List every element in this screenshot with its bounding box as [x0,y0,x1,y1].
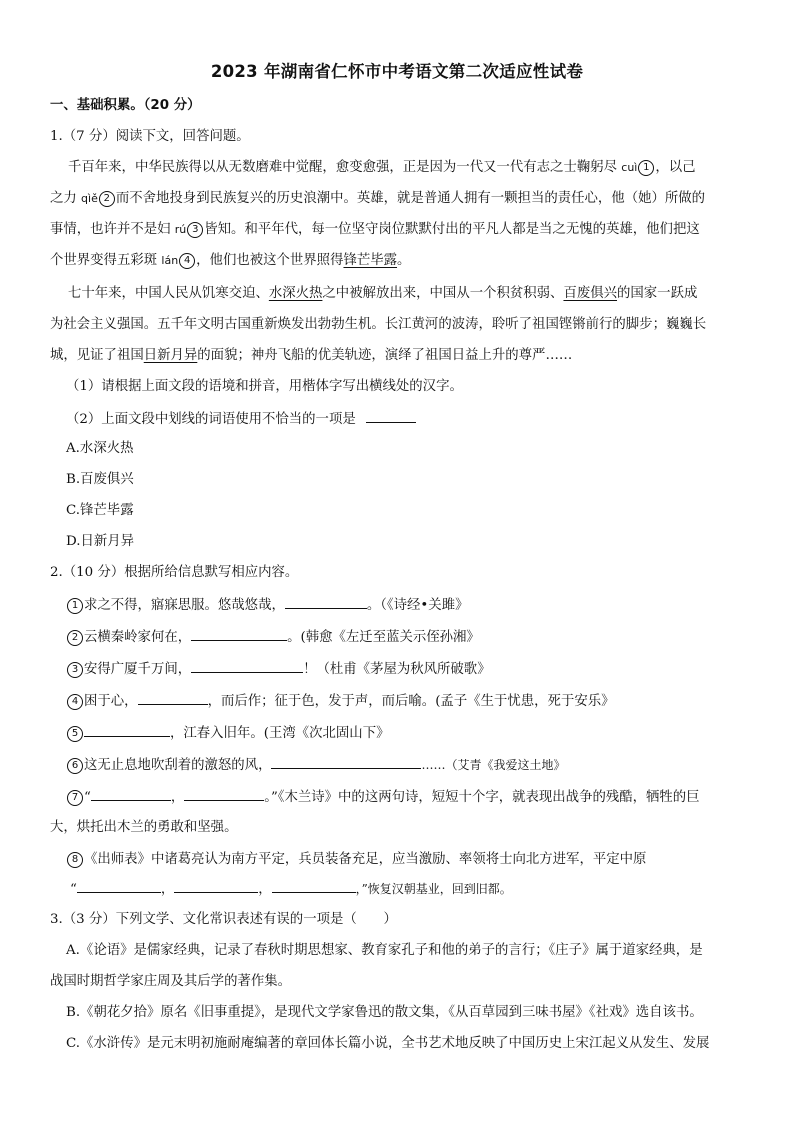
text: 之力 [50,191,77,206]
answer-blank[interactable] [191,626,287,641]
q1-heading: 1.（7 分）阅读下文，回答问题。 [50,129,250,144]
q1-paragraph1-line1 [68,158,696,178]
q2-item2 [66,626,480,648]
q1-paragraph1-line3 [50,220,700,240]
text: ，以己 [655,160,696,175]
text: ， [258,882,272,897]
q2-item6 [66,754,565,776]
q2-item4 [66,690,615,712]
q1-option-d: D.日新月异 [66,534,135,549]
text: 千百年来，中华民族得以从无数磨难中觉醒，愈变愈强，正是因为一代又一代有志之士鞠躬尽 [68,160,618,175]
q2-item8-line2 [70,878,512,900]
text: 困于心， [84,694,138,709]
underlined-phrase: 锋芒毕露 [343,253,398,268]
text: 求之不得，寤寐思服。悠哉悠哉， [84,598,285,613]
q3-option-a-line2: 战国时期哲学家庄周及其后学的著作集。 [50,974,292,989]
blank-number: 3 [187,222,203,238]
text: 。（《诗经•关雎》 [366,598,469,613]
q2-item5 [66,722,389,744]
text: ，江春入旧年。(王湾《次北固山下》 [170,726,390,741]
pinyin: cuì [621,161,638,174]
answer-blank[interactable] [366,408,416,423]
text: ……（艾青《我爱这土地》 [421,758,566,772]
underlined-phrase: 水深火热 [268,286,323,301]
q1-option-b: B.百废俱兴 [66,472,134,487]
item-number: 8 [67,852,83,868]
text: ，”恢复汉朝基业，回到旧都。 [355,882,512,896]
underlined-phrase: 日新月异 [143,348,198,363]
answer-blank[interactable] [91,786,171,801]
text: ，他们也被这个世界照得 [196,253,344,268]
text: 。”《木兰诗》中的这两句诗，短短十个字，就表现出战争的残酷，牺牲的巨 [264,790,700,805]
answer-blank[interactable] [285,594,367,609]
text: 城，见证了祖国 [50,348,144,363]
text: 事情，也许并不是妇 [50,222,171,237]
text: ！（杜甫《茅屋为秋风所破歌》 [303,662,491,677]
text: ，而后作；征于色，发于声，而后喻。(孟子《生于忧患，死于安乐》 [207,694,615,709]
answer-blank[interactable] [272,878,356,893]
text: ， [170,790,185,805]
blank-number: 1 [638,160,654,176]
blank-number: 2 [99,191,115,207]
text: 。(韩愈《左迁至蓝关示侄孙湘》 [287,630,480,645]
item-number: 7 [67,790,83,806]
text: 安得广厦千万间， [84,662,192,677]
q1-sub2 [66,408,416,430]
q3-option-c: C.《水浒传》是元末明初施耐庵编著的章回体长篇小说，全书艺术地反映了中国历史上宋江起义从发生、发展 [66,1036,710,1051]
q2-item7-line2: 大，烘托出木兰的勇敢和坚强。 [50,820,238,835]
q1-paragraph1-line4 [50,251,410,271]
answer-blank[interactable] [138,690,208,705]
answer-blank[interactable] [77,878,161,893]
answer-blank[interactable] [191,658,303,673]
q2-item7 [66,786,700,808]
underlined-phrase: 百废俱兴 [563,286,618,301]
q3-option-a-line1: A.《论语》是儒家经典，记录了春秋时期思想家、教育家孔子和他的弟子的言行；《庄子》属于道家经典，是 [66,943,703,958]
text: ， [160,882,175,897]
q3-option-b: B.《朝花夕拾》原名《旧事重提》，是现代文学家鲁迅的散文集，《从百草园到三味书屋》《社戏》选自该书。 [66,1005,703,1020]
text: （2）上面文段中划线的词语使用不恰当的一项是 [66,412,356,427]
text: 《出师表》中诸葛亮认为南方平定，兵员装备充足，应当激励、率领将士向北方进军，平定中原 [84,852,647,867]
text: “ [70,882,77,897]
text: 这无止息地吹刮着的激怒的风， [84,758,272,773]
q2-item8 [66,850,646,870]
page-title: 2023 年湖南省仁怀市中考语文第二次适应性试卷 [210,62,584,81]
text: 的国家一跃成 [617,286,698,301]
text: 云横秦岭家何在， [84,630,192,645]
q1-option-a: A.水深火热 [66,441,134,456]
q1-option-c: C.锋芒毕露 [66,503,134,518]
text: 之中被解放出来，中国从一个积贫积弱、 [322,286,564,301]
text: “ [84,790,91,805]
pinyin: qìě [81,192,98,205]
item-number: 6 [67,758,83,774]
q1-sub1: （1）请根据上面文段的语境和拼音，用楷体字写出横线处的汉字。 [66,379,463,394]
q1-paragraph2-line2: 为社会主义强国。五千年文明古国重新焕发出勃勃生机。长江黄河的波涛，聆听了祖国铿锵前行的脚步；巍巍长 [50,317,707,332]
blank-number: 4 [179,253,195,269]
q1-paragraph1-line2 [50,189,705,209]
item-number: 3 [67,662,83,678]
answer-blank[interactable] [271,754,421,769]
text: 的面貌；神舟飞船的优美轨迹，演绎了祖国日益上升的尊严…… [197,348,573,363]
pinyin: rú [174,223,187,236]
text: 。 [397,253,411,268]
text: 皆知。和平年代，每一位坚守岗位默默付出的平凡人都是当之无愧的英雄，他们把这 [204,222,700,237]
item-number: 4 [67,694,83,710]
section-heading: 一、基础积累。（20 分） [50,98,201,113]
item-number: 1 [67,598,83,614]
text: 个世界变得五彩斑 [50,253,158,268]
item-number: 2 [67,630,83,646]
pinyin: lán [161,254,179,267]
answer-blank[interactable] [184,786,264,801]
answer-blank[interactable] [84,722,170,737]
q1-paragraph2-line3 [50,346,572,366]
q3-heading: 3.（3 分）下列文学、文化常识表述有误的一项是（ ） [50,912,397,927]
q2-item3 [66,658,491,680]
answer-blank[interactable] [174,878,258,893]
q2-item1 [66,594,468,616]
text: 七十年来，中国人民从饥寒交迫、 [68,286,269,301]
q2-heading: 2.（10 分）根据所给信息默写相应内容。 [50,565,299,580]
text: 而不舍地投身到民族复兴的历史浪潮中。英雄，就是普通人拥有一颗担当的责任心，他（她）所做的 [115,191,706,206]
q1-paragraph2-line1 [68,284,697,304]
item-number: 5 [67,726,83,742]
